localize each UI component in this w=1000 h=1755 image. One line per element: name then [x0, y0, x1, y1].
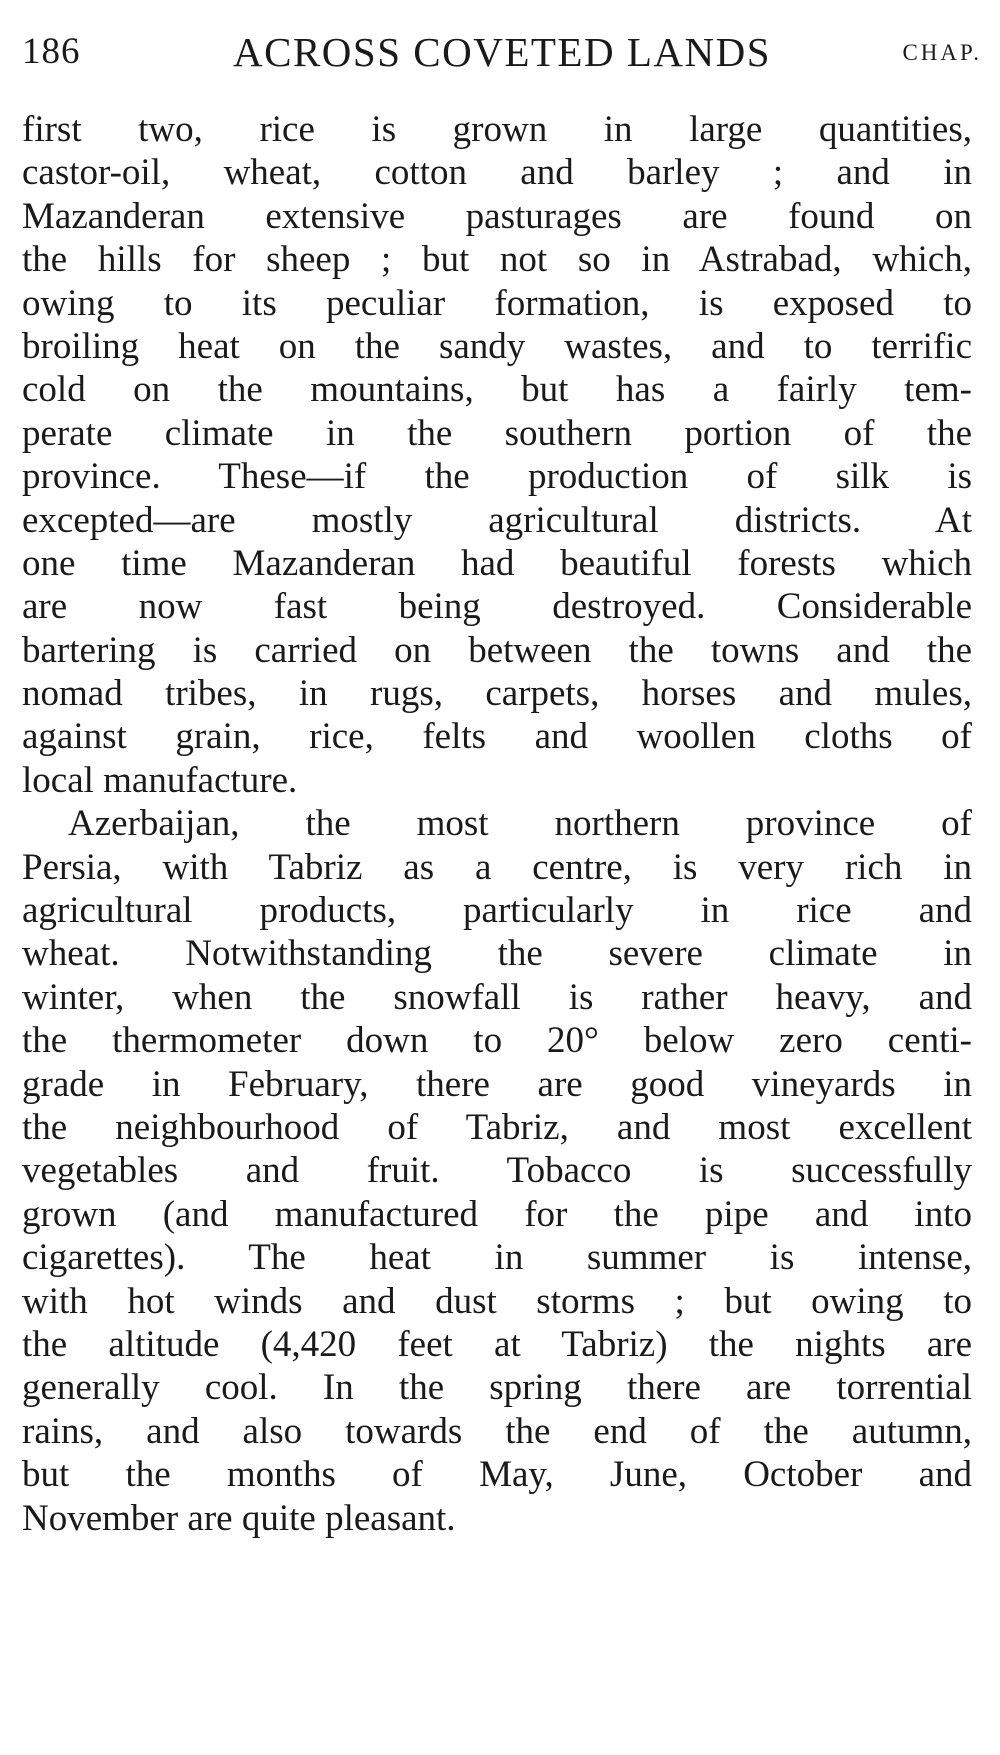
- paragraph-1: [22, 108, 972, 802]
- text-line: the altitude (4,420 feet at Tabriz) the nights are: [22, 1323, 972, 1365]
- text-line: November are quite pleasant.: [22, 1497, 456, 1539]
- text-line: the hills for sheep ; but not so in Astrabad, which,: [22, 239, 972, 281]
- text-line: winter, when the snowfall is rather heavy, and: [22, 976, 972, 1018]
- text-line: grown (and manufactured for the pipe and into: [22, 1193, 972, 1235]
- text-line: bartering is carried on between the towns and the: [22, 629, 972, 671]
- text-line: first two, rice is grown in large quantities,: [22, 109, 972, 150]
- text-line: the neighbourhood of Tabriz, and most excellent: [22, 1106, 972, 1148]
- text-line: wheat. Notwithstanding the severe climate in: [22, 933, 972, 975]
- text-line: generally cool. In the spring there are torrential: [22, 1367, 972, 1409]
- text-line: grade in February, there are good vineyards in: [22, 1063, 972, 1105]
- text-line: vegetables and fruit. Tobacco is successfully: [22, 1150, 972, 1192]
- text-line: Persia, with Tabriz as a centre, is very rich in: [22, 846, 972, 888]
- text-line: Mazanderan extensive pasturages are found on: [22, 195, 972, 237]
- text-line: nomad tribes, in rugs, carpets, horses and mules,: [22, 673, 972, 715]
- text-line: excepted—are mostly agricultural districts. At: [22, 499, 972, 541]
- page-number: 186: [22, 31, 81, 72]
- text-line: agricultural products, particularly in rice and: [22, 890, 972, 932]
- text-line: Azerbaijan, the most northern province of: [68, 803, 972, 845]
- text-line: cigarettes). The heat in summer is intense,: [22, 1237, 972, 1279]
- text-line: are now fast being destroyed. Considerable: [22, 586, 972, 628]
- text-line: with hot winds and dust storms ; but owing to: [22, 1280, 972, 1322]
- running-title: ACROSS COVETED LANDS: [233, 29, 771, 75]
- text-line: local manufacture.: [22, 759, 298, 801]
- text-line: broiling heat on the sandy wastes, and to terrific: [22, 325, 972, 367]
- body-text: [22, 108, 972, 1540]
- text-line: owing to its peculiar formation, is exposed to: [22, 282, 972, 324]
- paragraph-2: [22, 802, 972, 1540]
- text-line: province. These—if the production of silk is: [22, 456, 972, 498]
- running-head: [22, 22, 982, 82]
- text-line: the thermometer down to 20° below zero centi-: [22, 1020, 972, 1062]
- text-line: against grain, rice, felts and woollen cloths of: [22, 716, 972, 758]
- text-line: one time Mazanderan had beautiful forests which: [22, 542, 972, 584]
- text-line: perate climate in the southern portion of the: [22, 412, 972, 454]
- text-line: castor-oil, wheat, cotton and barley ; and in: [22, 152, 972, 194]
- text-line: cold on the mountains, but has a fairly tem-: [22, 369, 972, 411]
- text-line: but the months of May, June, October and: [22, 1454, 972, 1496]
- text-line: rains, and also towards the end of the autumn,: [22, 1410, 972, 1452]
- chapter-abbreviation: CHAP.: [902, 40, 982, 65]
